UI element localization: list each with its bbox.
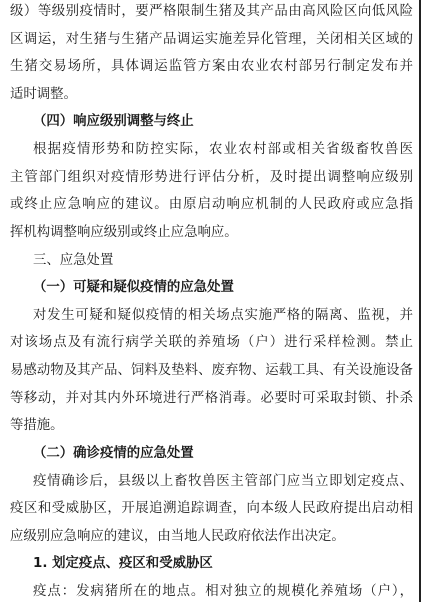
section-heading-suspected-cases: （一）可疑和疑似疫情的应急处置 <box>33 280 234 295</box>
paragraph-line: 生猪交易场所，具体调运监管方案由农业农村部另行制定发布并 <box>10 59 413 74</box>
paragraph-line: 对该场点及有流行病学关联的养殖场（户）进行采样检测。禁止 <box>10 335 413 350</box>
paragraph-line: 适时调整。 <box>10 87 77 102</box>
paragraph-line: 级）等级别疫情时，要严格限制生猪及其产品由高风险区向低风险 <box>10 4 413 19</box>
paragraph-line: 等移动，并对其内外环境进行严格消毒。必要时可采取封锁、扑杀 <box>10 391 413 406</box>
section-heading-confirmed-cases: （二）确诊疫情的应急处置 <box>33 446 194 461</box>
paragraph-line: 挥机构调整响应级别或终止应急响应。 <box>10 225 238 240</box>
paragraph-line: 疫区和受威胁区，开展追溯追踪调查，向本级人民政府提出启动相 <box>10 501 413 516</box>
paragraph-line: 区调运，对生猪与生猪产品调运实施差异化管理，关闭相关区域的 <box>10 32 413 47</box>
paragraph-line: 根据疫情形势和防控实际，农业农村部或相关省级畜牧兽医 <box>33 142 413 157</box>
paragraph-line: 对发生可疑和疑似疫情的相关场点实施严格的隔离、监视，并 <box>33 308 413 323</box>
paragraph-line: 易感动物及其产品、饲料及垫料、废弃物、运载工具、有关设施设备 <box>10 363 413 378</box>
paragraph-line: 等措施。 <box>10 418 64 433</box>
paragraph-line: 应级别应急响应的建议，由当地人民政府依法作出决定。 <box>10 529 345 544</box>
subsection-heading-zones: 1. 划定疫点、疫区和受威胁区 <box>33 556 213 571</box>
paragraph-line: 或终止应急响应的建议。由原启动响应机制的人民政府或应急指 <box>10 197 413 212</box>
paragraph-line: 疫点：发病猪所在的地点。相对独立的规模化养殖场（户）， <box>33 584 413 599</box>
paragraph-line: 疫情确诊后，县级以上畜牧兽医主管部门应当立即划定疫点、 <box>33 474 413 489</box>
paragraph-line: 主管部门组织对疫情形势进行评估分析，及时提出调整响应级别 <box>10 170 413 185</box>
chapter-heading-emergency-handling: 三、应急处置 <box>33 253 114 268</box>
section-heading-response-adjustment: （四）响应级别调整与终止 <box>33 114 194 129</box>
